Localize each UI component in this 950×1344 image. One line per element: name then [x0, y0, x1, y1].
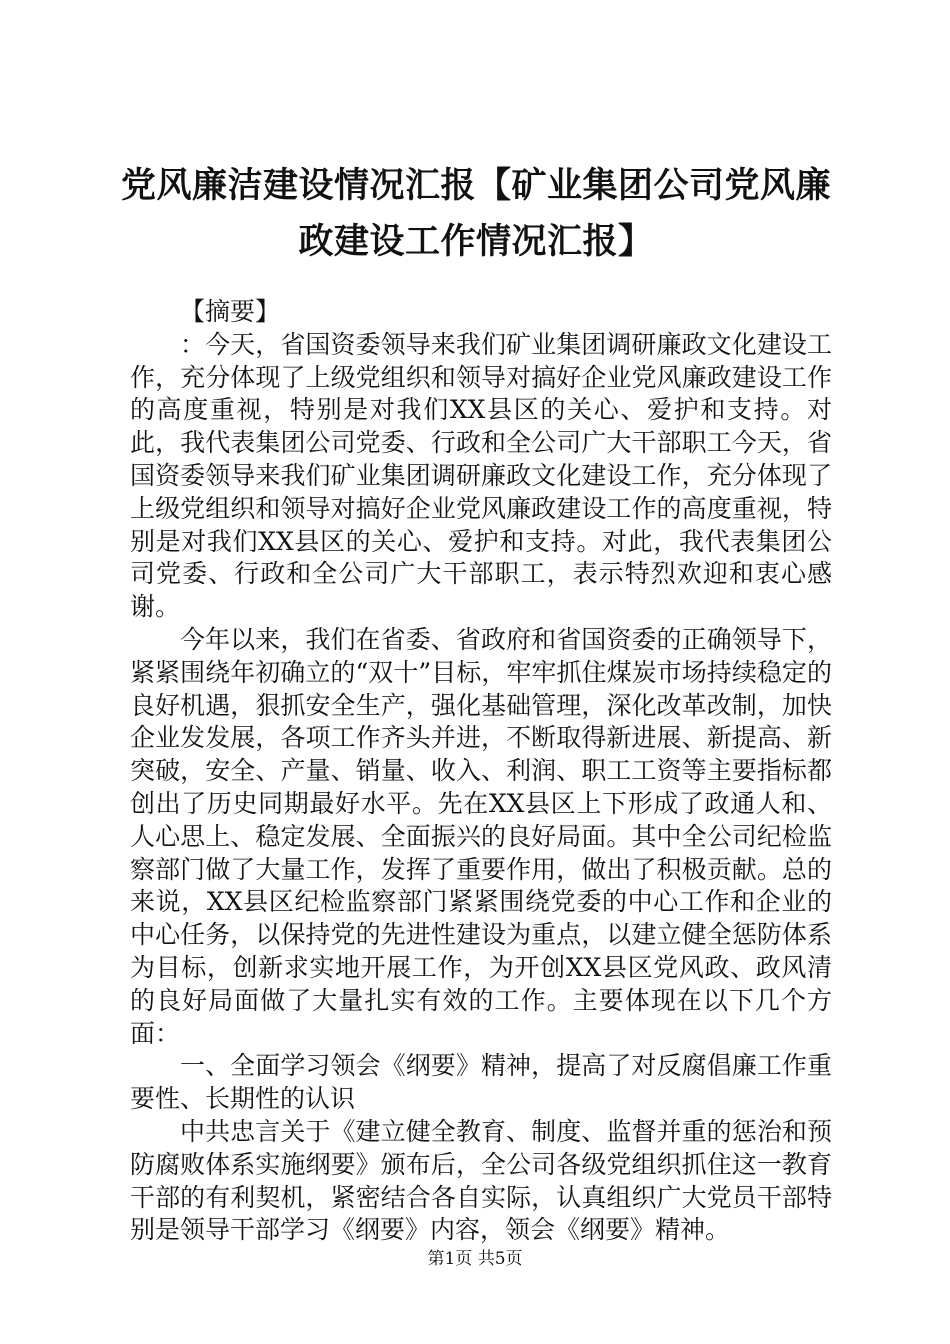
paragraph-section-1: 中共忠言关于《建立健全教育、制度、监督并重的惩治和预防腐败体系实施纲要》颁布后，全公司各级党组织抓住这一教育干部的有利契机，紧密结合各自实际，认真组织广大党员干部特别是领导干部学习《纲要》内容，领会《纲要》精神。 [130, 1116, 832, 1245]
paragraph-intro: ：今天，省国资委领导来我们矿业集团调研廉政文化建设工作，充分体现了上级党组织和领导对搞好企业党风廉政建设工作的高度重视，特别是对我们XX县区的关心、爱护和支持。对此，我代表集团公司党委、行政和全公司广大干部职工今天，省国资委领导来我们矿业集团调研廉政文化建设工作，充分体现了上级党组织和领导对搞好企业党风廉政建设工作的高度重视，特别是对我们XX县区的关心、爱护和支持。对此，我代表集团公司党委、行政和全公司广大干部职工，表示特烈欢迎和衷心感谢。 [130, 329, 832, 622]
document-body [130, 296, 832, 1247]
paragraph-summary: 今年以来，我们在省委、省政府和省国资委的正确领导下，紧紧围绕年初确立的“双十”目标，牢牢抓住煤炭市场持续稳定的良好机遇，狠抓安全生产，强化基础管理，深化改革改制，加快企业发发展，各项工作齐头并进，不断取得新进展、新提高、新突破，安全、产量、销量、收入、利润、职工工资等主要指标都创出了历史同期最好水平。先在XX县区上下形成了政通人和、人心思上、稳定发展、全面振兴的良好局面。其中全公司纪检监察部门做了大量工作，发挥了重要作用，做出了积极贡献。总的来说，XX县区纪检监察部门紧紧围绕党委的中心工作和企业的中心任务，以保持党的先进性建设为重点，以建立健全惩防体系为目标，创新求实地开展工作，为开创XX县区党风政、政风清的良好局面做了大量扎实有效的工作。主要体现在以下几个方面： [130, 624, 832, 1048]
document-title: 党风廉洁建设情况汇报【矿业集团公司党风廉政建设工作情况汇报】 [120, 165, 831, 262]
page-number-footer: 第1页 共5页 [427, 1249, 523, 1269]
abstract-label: 【摘要】 [180, 297, 281, 326]
section-heading-1: 一、全面学习领会《纲要》精神，提高了对反腐倡廉工作重要性、长期性的认识 [130, 1051, 832, 1114]
